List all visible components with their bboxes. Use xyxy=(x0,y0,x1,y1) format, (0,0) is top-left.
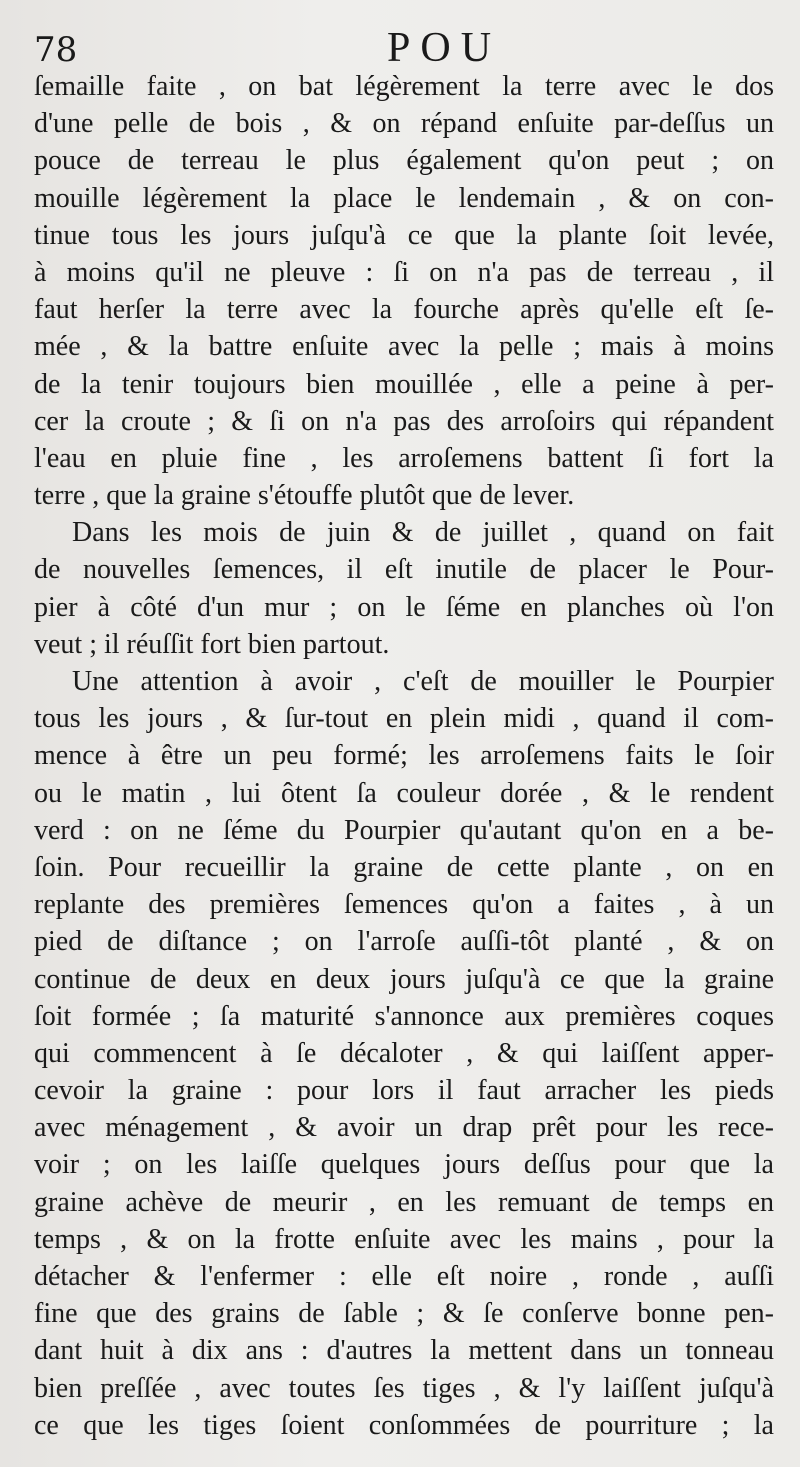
text-line: cevoir la graine : pour lors il faut arracher les pieds xyxy=(34,1075,774,1107)
text-line: pied de diſtance ; on l'arroſe auſſi-tôt planté , & on xyxy=(34,926,774,958)
text-line: tous les jours , & ſur-tout en plein midi , quand il com- xyxy=(34,703,774,735)
text-line: bien preſſée , avec toutes ſes tiges , & l'y laiſſent juſqu'à xyxy=(34,1372,774,1404)
text-line: détacher & l'enfermer : elle eſt noire , ronde , auſſi xyxy=(34,1261,774,1292)
running-head: POU xyxy=(387,25,502,71)
text-line: mence à être un peu formé; les arroſemens faits le ſoir xyxy=(34,740,774,772)
text-line: de la tenir toujours bien mouillée , elle a peine à per- xyxy=(34,368,774,400)
text-line: faut herſer la terre avec la fourche après qu'elle eſt ſe- xyxy=(34,294,774,326)
text-line: l'eau en pluie fine , les arroſemens battent ſi fort la xyxy=(34,442,774,474)
text-line: replante des premières ſemences qu'on a faites , à un xyxy=(34,889,774,921)
text-line: graine achève de meurir , en les remuant de temps en xyxy=(34,1186,774,1218)
text-line: pier à côté d'un mur ; on le ſéme en planches où l'on xyxy=(34,591,774,623)
text-line: terre , que la graine s'étouffe plutôt que de lever. xyxy=(34,480,575,512)
text-line: verd : on ne ſéme du Pourpier qu'autant qu'on en a be- xyxy=(34,814,774,846)
text-line: tinue tous les jours juſqu'à ce que la plante ſoit levée, xyxy=(34,219,774,251)
text-line: mouille légèrement la place le lendemain , & on con- xyxy=(34,182,774,214)
body-text xyxy=(34,68,774,1444)
text-line: ſoin. Pour recueillir la graine de cette plante , on en xyxy=(34,851,774,883)
text-line: qui commencent à ſe décaloter , & qui laiſſent apper- xyxy=(34,1037,774,1069)
text-line: ce que les tiges ſoient conſommées de pourriture ; la xyxy=(34,1409,774,1441)
text-line: dant huit à dix ans : d'autres la mettent dans un tonneau xyxy=(34,1335,774,1367)
text-line: ſemaille faite , on bat légèrement la terre avec le dos xyxy=(34,71,774,102)
page-number: 78 xyxy=(34,30,78,70)
text-line: de nouvelles ſemences, il eſt inutile de placer le Pour- xyxy=(34,554,774,586)
text-line: mée , & la battre enſuite avec la pelle ; mais à moins xyxy=(34,331,774,363)
text-line: continue de deux en deux jours juſqu'à ce que la graine xyxy=(34,963,774,995)
text-line: temps , & on la frotte enſuite avec les mains , pour la xyxy=(34,1223,774,1255)
text-line: pouce de terreau le plus également qu'on peut ; on xyxy=(34,145,774,177)
text-line: à moins qu'il ne pleuve : ſi on n'a pas de terreau , il xyxy=(34,256,774,288)
text-line: voir ; on les laiſſe quelques jours deſſus pour que la xyxy=(34,1149,774,1181)
text-line: d'une pelle de bois , & on répand enſuite par-deſſus un xyxy=(34,108,774,140)
text-line: Une attention à avoir , c'eſt de mouiller le Pourpier xyxy=(72,666,774,697)
text-line: veut ; il réuſſit fort bien partout. xyxy=(34,628,390,660)
text-line: avec ménagement , & avoir un drap prêt pour les rece- xyxy=(34,1112,774,1144)
text-line: ſoit formée ; ſa maturité s'annonce aux premières coques xyxy=(34,1000,774,1032)
text-line: ou le matin , lui ôtent ſa couleur dorée , & le rendent xyxy=(34,777,774,809)
text-line: fine que des grains de ſable ; & ſe conſerve bonne pen- xyxy=(34,1298,774,1330)
text-line: cer la croute ; & ſi on n'a pas des arroſoirs qui répandent xyxy=(34,405,774,437)
text-line: Dans les mois de juin & de juillet , quand on fait xyxy=(72,517,774,549)
